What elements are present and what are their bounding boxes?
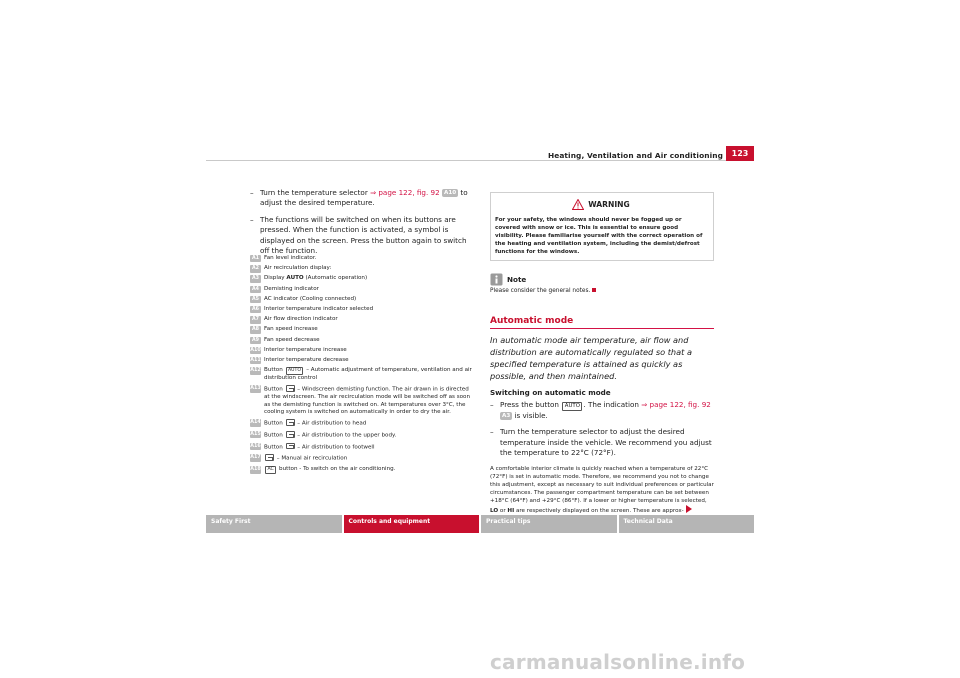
legend-badge: A11 [250, 358, 261, 364]
page-cross-reference-link[interactable]: ⇒ page 122, fig. 92 [370, 188, 440, 197]
legend-badge: A13 [250, 386, 261, 392]
note-text: Please consider the general notes. [490, 288, 714, 294]
footer-tab-practical-tips[interactable]: Practical tips [481, 515, 617, 533]
note-heading: Note [490, 273, 714, 286]
legend-badge: A6 [251, 307, 260, 313]
legend-badge: A1 [251, 256, 260, 261]
info-note-icon [490, 273, 503, 286]
legend-item: A16 Button – Air distribution to footwell [250, 443, 375, 451]
legend-item: A2 Air recirculation display: [251, 265, 332, 272]
legend-badge: A17 [250, 455, 261, 461]
ac-key-symbol: AC [265, 466, 276, 474]
warning-box [490, 192, 714, 261]
auto-key-symbol: AUTO [562, 402, 582, 411]
section-intro: In automatic mode air temperature, air flow and distribution are automatically regulated so that a specified temperature is attained as quickly as possible, and then maintained. [490, 335, 692, 381]
section-title: Automatic mode [490, 316, 714, 329]
instruction-step: – The functions will be switched on when its buttons are pressed. When the function is activated, a symbol is displayed on the screen. Press the button again to switch off the function. [250, 214, 467, 256]
legend-badge: A14 [250, 420, 261, 426]
legend-badge: A2 [251, 266, 260, 272]
right-column [490, 188, 714, 515]
legend-badge: A18 [250, 467, 261, 473]
footer-tab-controls-and-equipment[interactable]: Controls and equipment [344, 515, 480, 533]
subheading: Switching on automatic mode [490, 388, 611, 397]
footer-tab-safety-first[interactable]: Safety First [206, 515, 342, 533]
legend-badge: A4 [251, 286, 260, 292]
instruction-step: – Press the button AUTO . The indication ⇒ page 122, fig. 92 A3 is visible. [490, 400, 711, 420]
figure-legend [250, 255, 472, 477]
legend-item: A9 Fan speed decrease [251, 336, 320, 343]
legend-item: A11 Interior temperature decrease [250, 357, 349, 364]
legend-item: A14 Button – Air distribution to head [250, 420, 367, 427]
page-number: 123 [726, 146, 754, 161]
air-to-footwell-icon [286, 443, 295, 450]
legend-badge: A9 [251, 337, 260, 343]
header-rule [206, 160, 754, 161]
windscreen-demist-icon [286, 385, 295, 392]
warning-text: For your safety, the windows should never be fogged up or covered with snow or ice. This is essential to ensure good visibility. Please familiarise yourself with the correct operation of the heating and ventilation system, including the demist/defrost functions for the windows. [495, 217, 703, 255]
figure-callout-badge: A10 [444, 190, 457, 196]
figure-callout-badge: A3 [502, 413, 511, 419]
legend-item: A10 Interior temperature increase [250, 346, 347, 353]
legend-badge: A12 [250, 368, 261, 374]
legend-item: A12 Button AUTO – Automatic adjustment of temperature, ventilation and air distribution control [250, 367, 472, 382]
legend-badge: A8 [251, 327, 260, 333]
legend-item: A4 Demisting indicator [251, 285, 319, 292]
body-paragraph: A comfortable interior climate is quickly reached when a temperature of 22°C (72°F) is set in automatic mode. Therefore, we recommend you not to change this adjustment, except as necessary to suit individual preferences or particular circumstances. The passenger compartment temperature can be set between +18°C (64°F) and +29°C (86°F). If a lower or higher temperature is selected, LO or HI are respectively displayed on the screen. These are approx- [490, 465, 714, 514]
air-to-upper-body-icon [286, 431, 295, 438]
legend-item: A7 Air flow direction indicator [251, 316, 338, 323]
page-header-title: Heating, Ventilation and Air conditioning [547, 151, 723, 160]
legend-badge: A10 [250, 347, 261, 353]
end-of-section-square-icon [592, 288, 596, 292]
legend-item: A15 Button – Air distribution to the upper body. [250, 432, 397, 439]
legend-item: A8 Fan speed increase [251, 326, 318, 333]
legend-badge: A7 [251, 317, 260, 323]
legend-badge: A16 [250, 443, 261, 449]
instruction-step: – Turn the temperature selector ⇒ page 122, fig. 92 A10 to adjust the desired temperature. [250, 188, 468, 208]
legend-item: A1 Fan level indicator. [251, 255, 317, 261]
legend-item: A6 Interior temperature indicator selected [251, 306, 374, 313]
watermark: carmanualsonline.info [490, 650, 746, 674]
legend-item: A17 – Manual air recirculation [250, 455, 348, 462]
legend-item: A3 Display AUTO (Automatic operation) [251, 275, 368, 282]
footer-tab-technical-data[interactable]: Technical Data [619, 515, 755, 533]
legend-item: A5 AC indicator (Cooling connected) [251, 295, 357, 302]
legend-item: A13 Button – Windscreen demisting function. The air drawn in is directed at the windscreen. The air recirculation mode will be switched off as soon as the demisting function is switched on. At temperatures over 3°C, the cooling system is switched on automatically in order to dry the air. [250, 386, 471, 416]
air-to-head-icon [286, 419, 295, 426]
warning-triangle-icon [572, 199, 584, 210]
legend-badge: A5 [251, 296, 260, 302]
page-cross-reference-link[interactable]: ⇒ page 122, fig. 92 [641, 400, 711, 409]
warning-heading: WARNING [495, 199, 707, 210]
continue-arrow-icon [686, 505, 692, 513]
left-column [250, 188, 472, 262]
legend-badge: A15 [250, 432, 261, 438]
legend-badge: A3 [251, 276, 260, 282]
legend-item: A18 AC button - To switch on the air conditioning. [250, 466, 396, 473]
footer-nav [206, 515, 754, 533]
auto-key-symbol: AUTO [286, 367, 304, 375]
air-recirculation-icon [265, 454, 274, 461]
instruction-step: – Turn the temperature selector to adjust the desired temperature inside the vehicle. We recommend you adjust the temperature to 22°C (72°F). [490, 427, 712, 458]
